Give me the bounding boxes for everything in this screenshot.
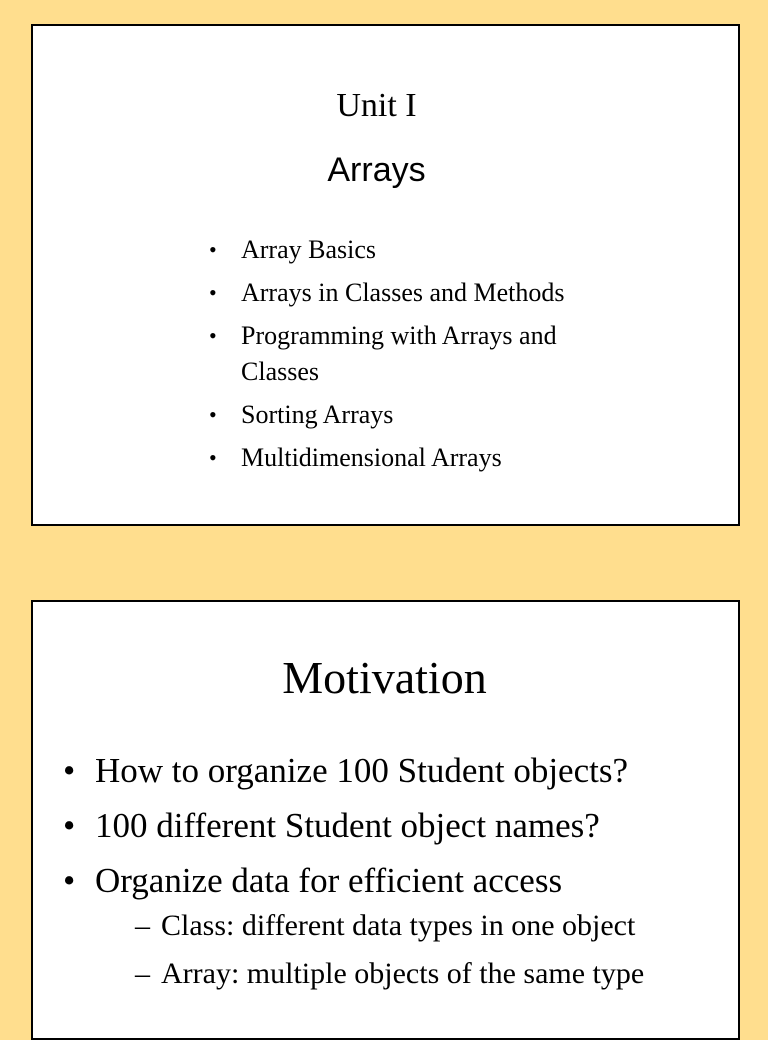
list-item-text: Organize data for efficient access (95, 861, 563, 900)
list-item-text: Arrays in Classes and Methods (241, 278, 565, 307)
motivation-list (63, 748, 723, 1007)
list-item-text: 100 different Student object names? (95, 806, 600, 845)
list-item-text: How to organize 100 Student objects? (95, 751, 628, 790)
sub-list-item-text: Array: multiple objects of the same type (161, 957, 645, 990)
list-item (63, 803, 723, 849)
bullet-icon: • (209, 402, 217, 427)
unit-label: Unit I (336, 87, 417, 124)
list-item-text: Sorting Arrays (241, 400, 394, 429)
bullet-icon: • (63, 861, 76, 900)
sub-list-item (95, 950, 723, 998)
list-item (209, 440, 629, 476)
bullet-icon: • (209, 323, 217, 348)
bullet-icon: • (209, 237, 217, 262)
list-item (209, 275, 629, 311)
slide-title: Motivation (282, 652, 487, 703)
list-item (209, 232, 629, 268)
list-item-text: Multidimensional Arrays (241, 443, 502, 472)
sub-list-item-text: Class: different data types in one object (161, 909, 636, 942)
list-item (209, 397, 629, 433)
list-item-text: Array Basics (241, 235, 377, 264)
bullet-icon: • (63, 806, 76, 845)
sub-list (95, 902, 723, 998)
list-item (209, 318, 629, 390)
bullet-icon: • (209, 280, 217, 305)
slide-arrays (31, 24, 740, 526)
sub-list-item (95, 902, 723, 950)
dash-icon: – (135, 957, 150, 990)
dash-icon: – (135, 909, 150, 942)
bullet-icon: • (63, 751, 76, 790)
topic-list (209, 232, 629, 483)
slide-motivation (31, 600, 740, 1040)
bullet-icon: • (209, 445, 217, 470)
list-item-text: Programming with Arrays and Classes (241, 321, 557, 386)
list-item (63, 858, 723, 998)
list-item (63, 748, 723, 794)
slide-title: Arrays (327, 151, 426, 189)
